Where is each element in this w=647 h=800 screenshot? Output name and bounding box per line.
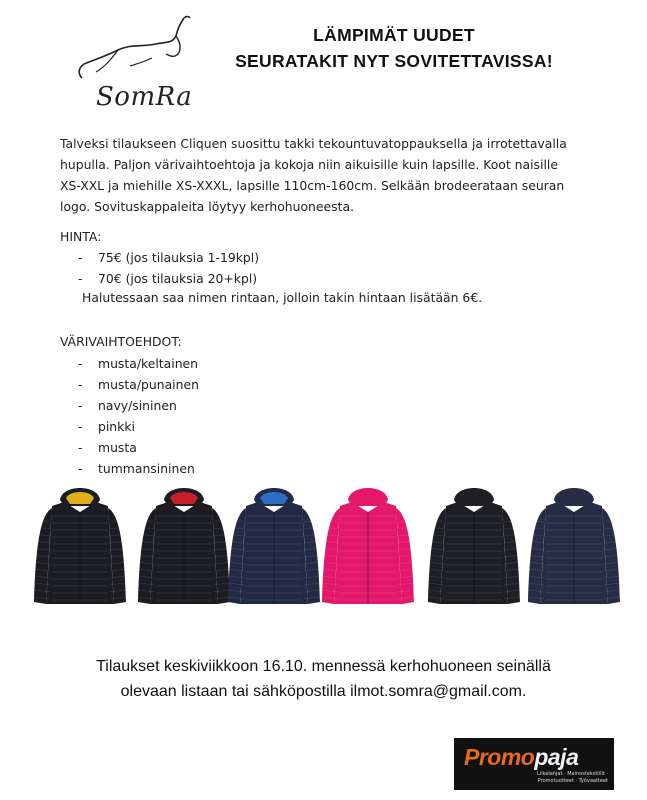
intro-paragraph	[60, 133, 620, 217]
logo-text: SomRa	[96, 82, 193, 112]
title-line-1: LÄMPIMÄT UUDET	[313, 25, 475, 45]
jacket-image	[134, 476, 234, 621]
color-option-text: tummansininen	[98, 461, 195, 476]
jacket-image	[224, 476, 324, 621]
color-option	[60, 353, 199, 374]
sponsor-tagline	[488, 771, 608, 785]
intro-line-2: hupulla. Paljon värivaihtoehtoja ja kokoja niin aikuisille kuin lapsille. Koot naisille	[60, 157, 558, 172]
sponsor-logo	[454, 738, 614, 790]
jacket-gallery	[30, 476, 630, 621]
price-item-text: 70€ (jos tilauksia 20+kpl)	[98, 271, 258, 286]
dash-bullet: -	[78, 250, 83, 265]
jacket-image	[318, 476, 418, 621]
intro-line-1: Talveksi tilaukseen Cliquen suosittu takki tekountuvatoppauksella ja irrotettavalla	[60, 136, 567, 151]
sponsor-name	[464, 744, 578, 771]
footer-line-2: olevaan listaan tai sähköpostilla ilmot.somra@gmail.com.	[120, 683, 527, 700]
color-options-list	[60, 353, 199, 479]
color-option-text: musta	[98, 440, 137, 455]
dash-bullet: -	[78, 398, 83, 413]
color-option	[60, 437, 199, 458]
color-option-text: musta/punainen	[98, 377, 199, 392]
intro-line-4: logo. Sovituskappaleita löytyy kerhohuoneesta.	[60, 199, 355, 214]
intro-line-3: XS-XXL ja miehille XS-XXXL, lapsille 110cm-160cm. Selkään brodeerataan seuran	[60, 178, 565, 193]
sponsor-tagline-1: Liikelahjat · Mainostekstiilit ·	[537, 771, 608, 777]
price-list	[60, 247, 259, 289]
title-line-2: SEURATAKIT NYT SOVITETTAVISSA!	[235, 51, 553, 71]
jacket-image	[524, 476, 624, 621]
jacket-image	[30, 476, 130, 621]
dash-bullet: -	[78, 440, 83, 455]
color-option	[60, 416, 199, 437]
color-option	[60, 374, 199, 395]
color-option-text: musta/keltainen	[98, 356, 199, 371]
dash-bullet: -	[78, 271, 83, 286]
dash-bullet: -	[78, 356, 83, 371]
price-label: HINTA:	[60, 229, 102, 244]
page-title	[204, 22, 584, 74]
color-option-text: pinkki	[98, 419, 135, 434]
club-logo	[72, 14, 192, 110]
sponsor-name-part-1: Promo	[464, 744, 535, 770]
footer-line-1: Tilaukset keskiviikkoon 16.10. mennessä kerhohuoneen seinällä	[96, 658, 551, 675]
jacket-image	[424, 476, 524, 621]
name-embroidery-note: Halutessaan saa nimen rintaan, jolloin takin hintaan lisätään 6€.	[82, 290, 483, 305]
dash-bullet: -	[78, 419, 83, 434]
order-instructions	[20, 654, 627, 704]
color-option-text: navy/sininen	[98, 398, 177, 413]
color-option	[60, 395, 199, 416]
price-item	[60, 268, 259, 289]
dash-bullet: -	[78, 377, 83, 392]
color-options-label: VÄRIVAIHTOEHDOT:	[60, 334, 182, 349]
sponsor-name-part-2: paja	[534, 744, 579, 770]
price-item-text: 75€ (jos tilauksia 1-19kpl)	[98, 250, 260, 265]
dash-bullet: -	[78, 461, 83, 476]
price-item	[60, 247, 259, 268]
sponsor-tagline-2: Promotuotteet · Työvaatteet	[537, 778, 608, 784]
